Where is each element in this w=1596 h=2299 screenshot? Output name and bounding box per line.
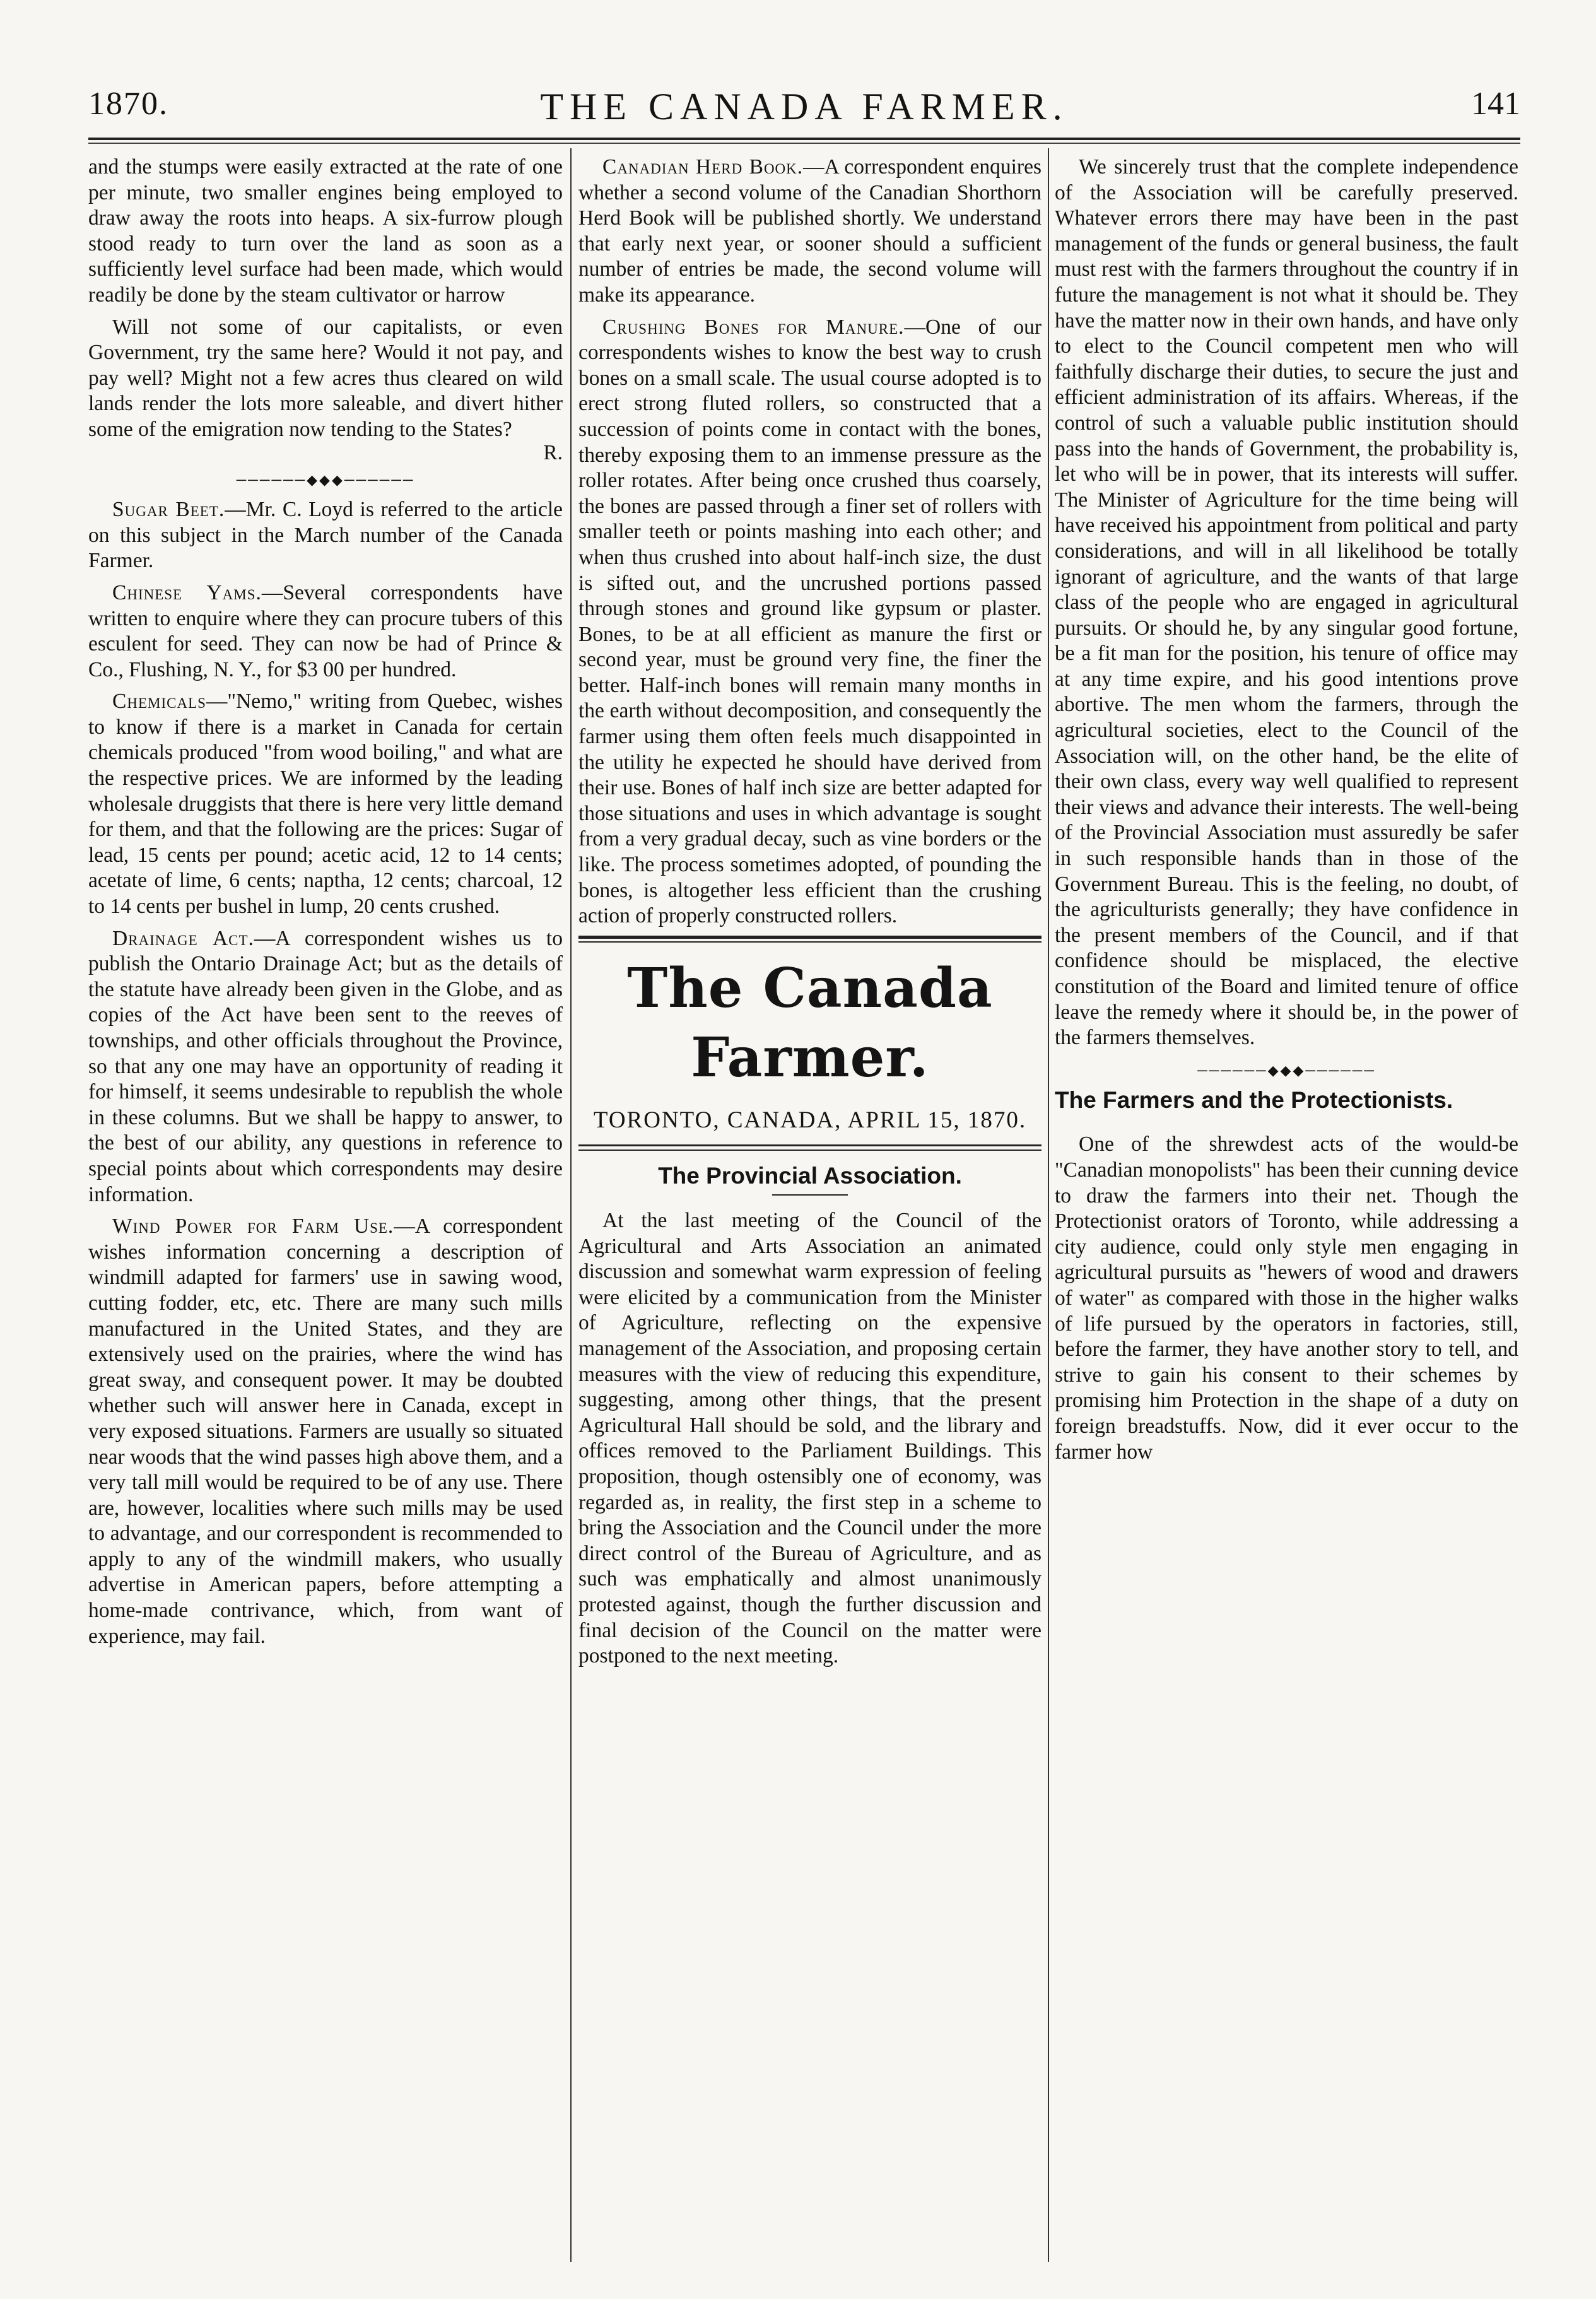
sugar-beet-item: [88, 497, 563, 574]
wind-power-body: —A correspondent wishes information concerning a description of windmill adapted for farmers' use in sawing wood, cutting fodder, etc, etc. There are many such mills manufactured in the United States, and they are extensively used on the prairies, where the wind has great sway, and consequent power. It may be doubted whether such will answer here in Canada, except in very exposed situations. Farmers are usually so situated near woods that the wind passes high above them, and a very tall mill would be required to be of any use. There are, however, localities where such mills may be used to advantage, and our correspondent is recommended to apply to any of the windmill makers, who usually advertise in American papers, before attempting a home-made contrivance, which, from want of experience, may fail.: [88, 1214, 563, 1648]
chinese-yams-body: —Several correspondents have written to enquire where they can procure tubers of this esculent for seed. They can now be had of Prince & Co., Flushing, N. Y., for $3 00 per hundred.: [88, 580, 563, 681]
herd-book-item: [578, 155, 1042, 309]
crushing-bones-heading: Crushing Bones for Manure.: [602, 315, 905, 339]
header-title: THE CANADA FARMER.: [540, 86, 1069, 127]
drainage-act-item: [88, 926, 563, 1208]
signature: R.: [543, 440, 563, 464]
dateline: TORONTO, CANADA, APRIL 15, 1870.: [593, 1107, 1027, 1133]
association-paragraph: At the last meeting of the Council of the Agricultural and Arts Association an animated discussion and somewhat warm expression of feeling were elicited by a communication from the Minister of Agriculture, reflecting on the expensive management of the Association, and proposing certain measures with the view of reducing this expenditure, suggesting, among other things, that the present Agricultural Hall should be sold, and the library and offices removed to the Parliament Buildings. This proposition, though ostensibly one of economy, was regarded as, in reality, the first step in a scheme to bring the Association and the Council under the more direct control of the Bureau of Agriculture, and as such was emphatically and almost unanimously protested against, though the further discussion and final decision of the Council on the matter were postponed to the next meeting.: [578, 1209, 1042, 1668]
column-divider-2: [1048, 148, 1049, 2262]
article-title: The Provincial Association.: [658, 1163, 962, 1189]
masthead-rule-thin: [578, 941, 1042, 943]
chinese-yams-item: [88, 580, 563, 683]
chemicals-item: [88, 689, 563, 919]
protectionists-title: The Farmers and the Protectionists.: [1055, 1086, 1453, 1113]
herd-book-body: —A correspondent enquires whether a second volume of the Canadian Shorthorn Herd Book will be published shortly. We understand that early next year, or sooner should a sufficient number of entries be made, the second volume will make its appearance.: [578, 155, 1042, 307]
masthead: The Canada Farmer.: [627, 956, 993, 1090]
crushing-bones-body: —One of our correspondents wishes to know the best way to crush bones on a small scale. The usual course adopted is to erect strong fluted rollers, so constructed that a succession of points come in contact with the bones, thereby exposing them to an immense pressure as the roller rotates. After being once crushed thus coarsely, the bones are passed through a finer set of rollers with smaller teeth or points mashing into each other; and when thus crushed into about half-inch size, the dust is sifted out, and the uncrushed portions passed through stones and ground like gypsum or plaster. Bones, to be at all efficient as manure the first or second year, must be ground very fine, the finer the better. Half-inch bones will remain many months in the earth without decomposition, and consequently the farmer using them often feels much disappointed in the utility he expected he should have derived from their use. Bones of half inch size are better adapted for those situations and uses in which advantage is sought from a very gradual decay, such as vine borders or the like. The process sometimes adopted, of pounding the bones, is altogether less efficient than the crushing action of properly constructed rollers.: [578, 315, 1042, 928]
column-1: [88, 155, 563, 1655]
title-rule: [772, 1194, 848, 1196]
chemicals-heading: Chemicals: [112, 690, 206, 714]
dateline-rule-thin: [578, 1150, 1042, 1151]
crushing-bones-item: [578, 315, 1042, 929]
header-year: 1870.: [88, 86, 168, 122]
capitalists-paragraph: Will not some of our capitalists, or even Government, try the same here? Would it not pay, and pay well? Might not a few acres thus cleared on wild lands render the lots more saleable, and divert hither some of the emigration now tending to the States?: [88, 315, 563, 441]
independence-paragraph: We sincerely trust that the complete independence of the Association will be carefully preserved. Whatever errors there may have been in the past management of the funds or general business, the fault must rest with the farmers throughout the country if in future the management is not what it should be. They have the matter now in their own hands, and have only to elect to the Council competent men who will faithfully discharge their duties, to secure the just and efficient administration of its affairs. Whereas, if the control of such a valuable public institution should pass into the hands of Government, the probability is, let who will be in power, that its interests will suffer. The Minister of Agriculture for the time being will have received his appointment from political and party considerations, and will in all likelihood be totally ignorant of agriculture, and the wants of that large class of the people who are engaged in agricultural pursuits. Or should he, by any singular good fortune, be a fit man for the position, his tenure of office may at any time expire, and his good intentions prove abortive. The men whom the farmers, through the agricultural societies, elect to the Council of the Association will, on the other hand, be the elite of their own class, every way well qualified to represent their views and advance their interests. The well-being of the Provincial Association must assuredly be safer in such responsible hands than in those of the Government Bureau. This is the feeling, no doubt, of the agriculturists generally; they have confidence in the present members of the Council, and if that confidence should be misplaced, the elective constitution of the Board and limited tenure of office leave the remedy where it should be, in the power of the farmers themselves.: [1055, 155, 1518, 1050]
drainage-act-heading: Drainage Act.: [112, 926, 254, 950]
header-rule: [88, 138, 1520, 140]
wind-power-item: [88, 1214, 563, 1649]
masthead-rule: [578, 936, 1042, 939]
page-header: [88, 85, 1520, 136]
ornament-separator-2: ──────◆◆◆──────: [1197, 1062, 1376, 1078]
stumps-paragraph: and the stumps were easily extracted at the rate of one per minute, two smaller engines being employed to draw away the roots into heaps. A six-furrow plough stood ready to turn over the land as soon as a sufficiently level surface had been made, which would readily be done by the steam cultivator or harrow: [88, 155, 563, 307]
column-divider-1: [570, 148, 572, 2262]
dateline-rule: [578, 1144, 1042, 1146]
sugar-beet-body: —Mr. C. Loyd is referred to the article on this subject in the March number of the Canada Farmer.: [88, 498, 563, 573]
chinese-yams-heading: Chinese Yams.: [112, 580, 262, 604]
ornament-separator: ──────◆◆◆──────: [236, 472, 415, 488]
wind-power-heading: Wind Power for Farm Use.: [112, 1214, 394, 1238]
header-page-number: 141: [1471, 86, 1520, 122]
protectionists-paragraph: One of the shrewdest acts of the would-be "Canadian monopolists" has been their cunning device to draw the farmers into their net. Though the Protectionist orators of Toronto, while addressing a city audience, could only style men engaging in agricultural pursuits as "hewers of wood and drawers of water" as compared with those in the higher walks of life pursued by the operators in factories, still, before the farmer, they have another story to tell, and strive to gain his consent to their schemes by promising him Protection in the shape of a duty on foreign breadstuffs. Now, did it ever occur to the farmer how: [1055, 1132, 1518, 1464]
drainage-act-body: —A correspondent wishes us to publish the Ontario Drainage Act; but as the details of the statute have already been given in the Globe, and as copies of the Act have been sent to the reeves of townships, and other officials throughout the Province, so that any one may have an opportunity of reading it for himself, it seems undesirable to republish the whole in these columns. But we shall be happy to answer, to the best of our ability, any questions in reference to special points about which correspondents may desire information.: [88, 926, 563, 1206]
header-rule-thin: [88, 143, 1520, 144]
chemicals-body: —"Nemo," writing from Quebec, wishes to know if there is a market in Canada for certain chemicals produced "from wood boiling," and what are the respective prices. We are informed by the leading wholesale druggists that there is here very little demand for them, and that the following are the prices: Sugar of lead, 15 cents per pound; acetic acid, 12 to 14 cents; acetate of lime, 6 cents; naptha, 12 cents; charcoal, 12 to 14 cents per bushel in lump, 20 cents crushed.: [88, 690, 563, 919]
herd-book-heading: Canadian Herd Book.: [602, 155, 804, 179]
sugar-beet-heading: Sugar Beet.: [112, 498, 225, 522]
column-3: [1055, 155, 1518, 1471]
column-2: [578, 155, 1042, 1676]
